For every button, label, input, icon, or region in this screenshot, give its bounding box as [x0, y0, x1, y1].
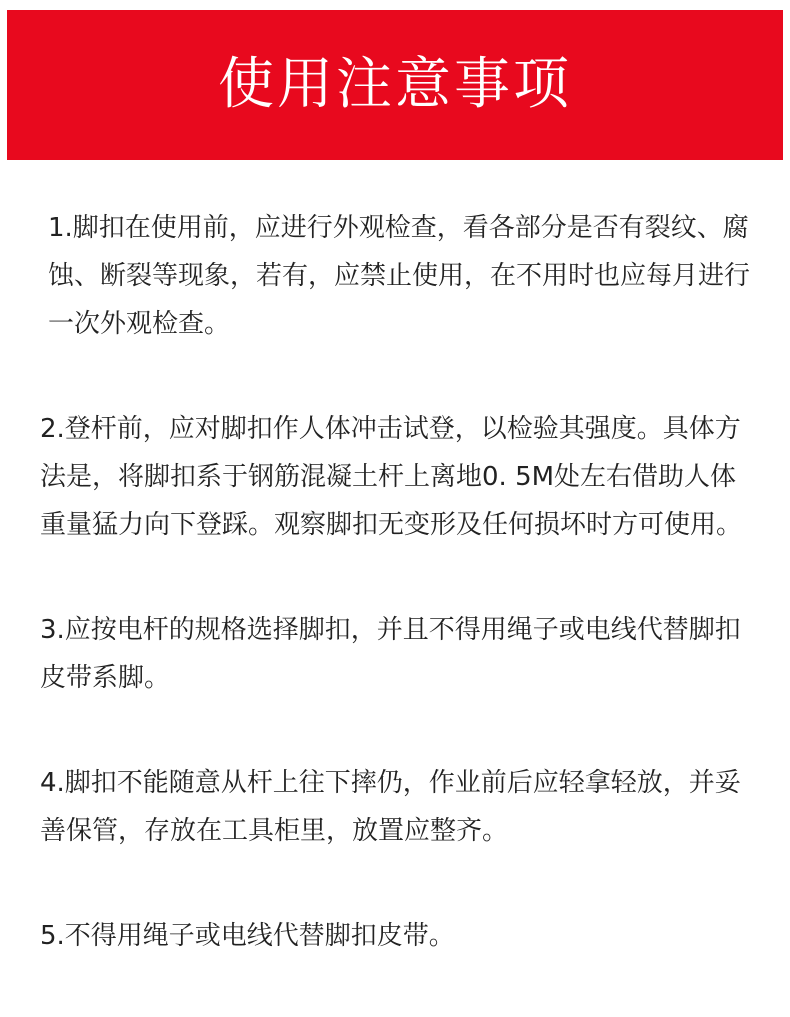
note-item-2: 2.登杆前，应对脚扣作人体冲击试登，以检验其强度。具体方法是，将脚扣系于钢筋混凝土杆上离地0. 5M处左右借助人体重量猛力向下登踩。观察脚扣无变形及任何损坏时方可使用。 [40, 414, 743, 540]
notes-list [40, 204, 755, 1017]
note-item-5: 5.不得用绳子或电线代替脚扣皮带。 [40, 921, 455, 951]
note-item-4: 4.脚扣不能随意从杆上往下摔仍，作业前后应轻拿轻放，并妥善保管，存放在工具柜里，放置应整齐。 [40, 768, 741, 846]
header-banner [7, 10, 783, 160]
note-item-1: 1.脚扣在使用前，应进行外观检查，看各部分是否有裂纹、腐蚀、断裂等现象，若有，应禁止使用，在不用时也应每月进行一次外观检查。 [48, 213, 751, 339]
page-title: 使用注意事项 [218, 52, 572, 117]
note-item-3: 3.应按电杆的规格选择脚扣，并且不得用绳子或电线代替脚扣皮带系脚。 [40, 615, 741, 693]
